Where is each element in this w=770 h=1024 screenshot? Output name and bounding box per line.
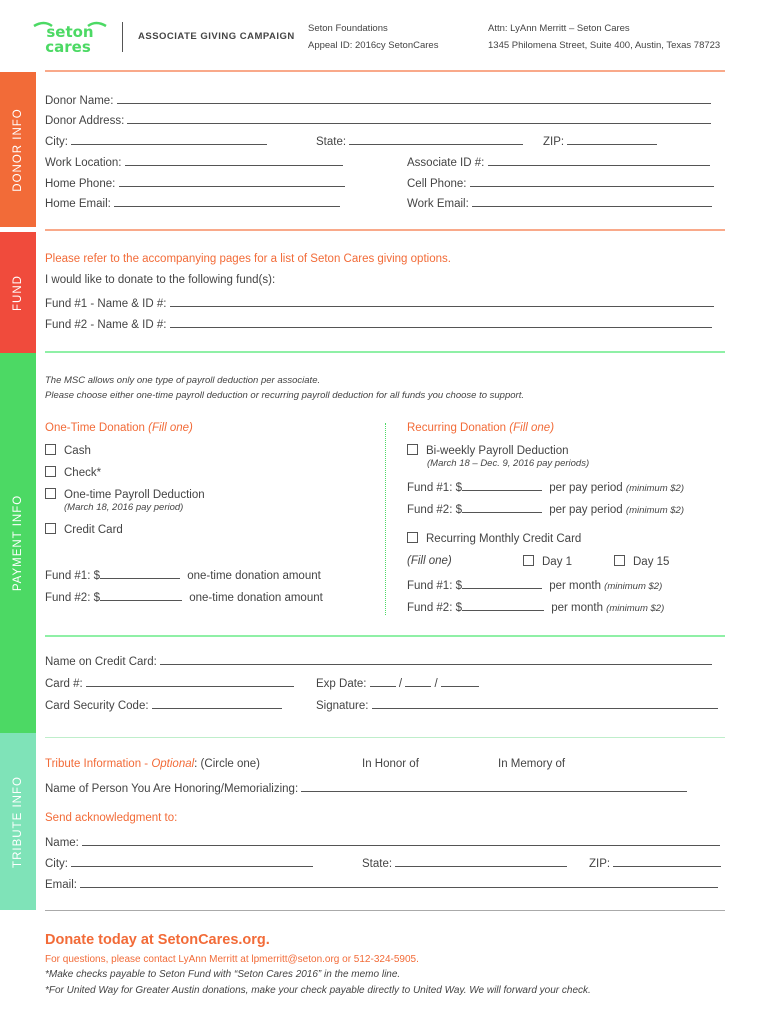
donor-zip-label: ZIP: [543,136,565,148]
exp-date-label: Exp Date: [316,678,367,690]
onetime-fund1-suffix: one-time donation amount [187,570,321,582]
payment-column-divider [385,423,386,615]
onetime-fund1-line[interactable] [100,567,180,579]
onetime-payroll-date: (March 18, 2016 pay period) [64,502,184,513]
cash-checkbox[interactable] [45,444,56,455]
footer-uw-note: *For United Way for Greater Austin donations, make your check payable directly to United Way. We will forward your check. [45,985,591,996]
home-email-line[interactable] [114,195,340,207]
onetime-fund1-prefix: Fund #1: $ [45,570,100,582]
ack-email-label: Email: [45,879,77,891]
donor-zip-field[interactable] [543,133,657,148]
appeal-id: Appeal ID: 2016cy SetonCares [308,40,439,51]
tribute-person-label: Name of Person You Are Honoring/Memorializing: [45,783,299,795]
onetime-fund2-prefix: Fund #2: $ [45,592,100,604]
option-cash[interactable] [45,444,91,457]
home-phone-label: Home Phone: [45,178,116,190]
fund2-line[interactable] [170,316,712,328]
donor-name-field[interactable] [45,92,711,107]
sidebar-tribute-label: TRIBUTE INFO [12,775,24,868]
ack-zip-field[interactable] [589,855,721,870]
sidebar-donor-info [0,72,36,227]
exp-month-line[interactable] [370,675,396,687]
ack-city-line[interactable] [71,855,313,867]
ack-zip-label: ZIP: [589,858,611,870]
card-number-line[interactable] [86,675,294,687]
recurring-fund2-minimum: (minimum $2) [625,505,684,516]
associate-id-label: Associate ID #: [407,157,485,169]
ack-zip-line[interactable] [613,855,721,867]
work-location-field[interactable] [45,154,343,169]
ack-city-label: City: [45,858,68,870]
fund-note: Please refer to the accompanying pages for a list of Seton Cares giving options. [45,253,451,265]
recurring-fund1-prefix: Fund #1: $ [407,482,462,494]
payment-note-2: Please choose either one-time payroll deduction or recurring payroll deduction for all funds you choose to support. [45,390,524,401]
day1-label: Day 1 [542,556,573,568]
recurring-fund1-field[interactable] [407,479,684,494]
ack-state-line[interactable] [395,855,567,867]
tribute-person-field[interactable] [45,780,687,795]
exp-date-field[interactable]: Exp Date: / / [316,675,479,690]
tribute-in-honor[interactable]: In Honor of [362,758,419,770]
signature-field[interactable] [316,697,718,712]
donor-city-field[interactable] [45,133,267,148]
cash-label: Cash [64,445,91,457]
work-email-field[interactable] [407,195,712,210]
exp-day-line[interactable] [405,675,431,687]
tribute-circle: : (Circle one) [194,758,260,770]
rule-header [45,70,725,72]
logo-line1: seton [46,23,94,41]
home-email-label: Home Email: [45,198,111,210]
biweekly-label: Bi-weekly Payroll Deduction [426,445,569,457]
monthly-cc-checkbox[interactable] [407,532,418,543]
option-day1[interactable] [523,555,572,568]
fund1-label: Fund #1 - Name & ID #: [45,298,167,310]
onetime-payroll-label: One-time Payroll Deduction [64,489,205,501]
send-ack-title: Send acknowledgment to: [45,812,178,824]
onetime-fill-one: (Fill one) [148,422,193,434]
recurring-fund1-suffix: per pay period [549,482,623,494]
monthly-fund2-minimum: (minimum $2) [606,603,665,614]
sidebar-payment-info [0,353,36,733]
sidebar-fund-label: FUND [12,274,24,311]
onetime-heading [45,422,193,434]
ack-name-label: Name: [45,837,79,849]
rule-payment-options [45,635,725,637]
header-divider [122,22,123,52]
rule-fund [45,351,725,353]
org-name: Seton Foundations [308,23,388,34]
ack-email-field[interactable] [45,876,718,891]
home-phone-line[interactable] [119,175,345,187]
recurring-fund1-line[interactable] [462,479,542,491]
sidebar-tribute-info [0,733,36,910]
monthly-fund2-field[interactable] [407,599,664,614]
rule-tribute [45,910,725,911]
footer-cta: Donate today at SetonCares.org. [45,932,270,948]
option-credit-card[interactable] [45,523,123,536]
option-onetime-payroll[interactable] [45,488,205,501]
name-on-card-field[interactable] [45,653,712,668]
option-monthly-cc[interactable] [407,532,581,545]
credit-card-checkbox[interactable] [45,523,56,534]
donor-zip-line[interactable] [567,133,657,145]
monthly-fund1-line[interactable] [462,577,542,589]
work-location-label: Work Location: [45,157,122,169]
footer-check-note: *Make checks payable to Seton Fund with “Seton Cares 2016” in the memo line. [45,969,401,980]
associate-id-field[interactable] [407,154,710,169]
recurring-heading [407,422,554,434]
monthly-fund1-suffix: per month [549,580,601,592]
tribute-in-memory[interactable]: In Memory of [498,758,566,770]
sidebar-fund [0,232,36,353]
monthly-fund1-field[interactable] [407,577,662,592]
donor-state-line[interactable] [349,133,523,145]
donor-state-field[interactable] [316,133,523,148]
onetime-fund2-suffix: one-time donation amount [189,592,323,604]
onetime-title: One-Time Donation [45,422,145,434]
recurring-fund1-minimum: (minimum $2) [625,483,684,494]
home-email-field[interactable] [45,195,340,210]
mailing-address: 1345 Philomena Street, Suite 400, Austin, Texas 78723 [488,40,721,51]
signature-label: Signature: [316,700,369,712]
recurring-fund2-line[interactable] [462,501,542,513]
cell-phone-label: Cell Phone: [407,178,467,190]
logo-line2: cares [45,38,91,56]
card-number-label: Card #: [45,678,83,690]
monthly-fund1-prefix: Fund #1: $ [407,580,462,592]
footer-contact: For questions, please contact LyAnn Merritt at lpmerritt@seton.org or 512-324-5905. [45,954,419,965]
ack-name-line[interactable] [82,834,720,846]
ack-state-field[interactable] [362,855,567,870]
day15-checkbox[interactable] [614,555,625,566]
sidebar-payment-label: PAYMENT INFO [12,494,24,592]
tribute-heading [45,758,260,770]
donor-name-label: Donor Name: [45,95,114,107]
recurring-title: Recurring Donation [407,422,507,434]
donor-state-label: State: [316,136,347,148]
ack-email-line[interactable] [80,876,718,888]
attention-line: Attn: LyAnn Merritt – Seton Cares [488,23,630,34]
credit-card-label: Credit Card [64,524,123,536]
option-biweekly[interactable] [407,444,569,457]
onetime-fund2-field[interactable] [45,589,323,604]
security-code-line[interactable] [152,697,282,709]
campaign-title: ASSOCIATE GIVING CAMPAIGN [138,31,295,42]
monthly-fund2-prefix: Fund #2: $ [407,602,462,614]
check-label: Check* [64,467,102,479]
ack-state-label: State: [362,858,393,870]
card-number-field[interactable] [45,675,294,690]
donor-city-label: City: [45,136,68,148]
rule-donor [45,229,725,231]
tribute-optional: Optional [151,758,195,770]
donor-city-line[interactable] [71,133,267,145]
fund1-line[interactable] [170,295,714,307]
monthly-cc-label: Recurring Monthly Credit Card [426,533,582,545]
sidebar-donor-label: DONOR INFO [12,107,24,192]
tribute-title: Tribute Information - [45,758,149,770]
rule-payment-card [45,737,725,738]
donor-name-line[interactable] [117,92,711,104]
security-code-field[interactable] [45,697,282,712]
option-check[interactable] [45,466,101,479]
donor-address-field[interactable] [45,112,711,127]
home-phone-field[interactable] [45,175,345,190]
tribute-person-line[interactable] [301,780,687,792]
donor-address-label: Donor Address: [45,115,125,127]
onetime-payroll-checkbox[interactable] [45,488,56,499]
monthly-fund1-minimum: (minimum $2) [604,581,663,592]
ack-city-field[interactable] [45,855,313,870]
fund2-field[interactable] [45,316,712,331]
work-location-line[interactable] [125,154,343,166]
monthly-fund2-line[interactable] [462,599,544,611]
work-email-label: Work Email: [407,198,469,210]
fund-intro: I would like to donate to the following fund(s): [45,274,276,286]
security-code-label: Card Security Code: [45,700,149,712]
onetime-fund2-line[interactable] [100,589,182,601]
recurring-fund2-field[interactable] [407,501,684,516]
cell-phone-field[interactable] [407,175,714,190]
donor-address-line[interactable] [127,112,711,124]
ack-name-field[interactable] [45,834,720,849]
day1-checkbox[interactable] [523,555,534,566]
day15-label: Day 15 [633,556,670,568]
option-day15[interactable] [614,555,669,568]
check-checkbox[interactable] [45,466,56,477]
onetime-fund1-field[interactable] [45,567,321,582]
work-email-line[interactable] [472,195,712,207]
name-on-card-label: Name on Credit Card: [45,656,157,668]
payment-note-1: The MSC allows only one type of payroll deduction per associate. [45,375,321,386]
cell-phone-line[interactable] [470,175,714,187]
signature-line[interactable] [372,697,718,709]
recurring-fund2-prefix: Fund #2: $ [407,504,462,516]
fund1-field[interactable] [45,295,714,310]
monthly-fill-one: (Fill one) [407,555,452,567]
fund2-label: Fund #2 - Name & ID #: [45,319,167,331]
exp-year-line[interactable] [441,675,479,687]
seton-cares-logo [30,18,110,56]
name-on-card-line[interactable] [160,653,712,665]
recurring-fill-one: (Fill one) [509,422,555,434]
monthly-fund2-suffix: per month [551,602,603,614]
associate-id-line[interactable] [488,154,710,166]
biweekly-checkbox[interactable] [407,444,418,455]
recurring-fund2-suffix: per pay period [549,504,623,516]
biweekly-dates: (March 18 – Dec. 9, 2016 pay periods) [427,458,590,469]
